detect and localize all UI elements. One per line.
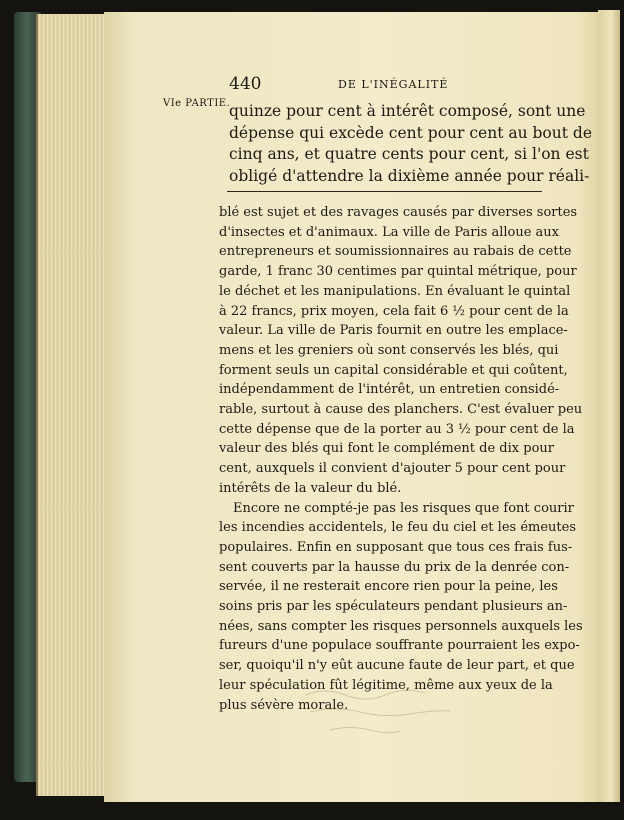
footnote-line: plus sévère morale. — [219, 697, 349, 713]
footnote-line: servée, il ne resterait encore rien pour la peine, les — [219, 579, 558, 595]
bleed-through-handwriting — [300, 680, 460, 750]
footnote-line: leur spéculation fût légitime, même aux yeux de la — [219, 677, 553, 693]
footnote-line: d'insectes et d'animaux. La ville de Paris alloue aux — [219, 224, 560, 240]
footnote-line: indépendamment de l'intérêt, un entretien considé- — [219, 382, 560, 398]
footnote-rule — [227, 191, 542, 192]
footnote-line: rable, surtout à cause des planchers. C'est évaluer peu — [219, 402, 583, 418]
footnote-line: le déchet et les manipulations. En évaluant le quintal — [219, 283, 571, 299]
running-title: DE L'INÉGALITÉ — [338, 78, 449, 91]
footnote-line: Encore ne compté-je pas les risques que font courir — [233, 500, 574, 516]
text-line: cinq ans, et quatre cents pour cent, si l'on est — [229, 145, 589, 164]
footnote-line: soins pris par les spéculateurs pendant plusieurs an- — [219, 599, 568, 615]
text-line: dépense qui excède cent pour cent au bout de — [229, 123, 593, 142]
page-number: 440 — [229, 74, 262, 94]
footnote-line: valeur. La ville de Paris fournit en outre les emplace- — [219, 323, 568, 339]
text-line: obligé d'attendre la dixième année pour réali- — [229, 167, 590, 186]
footnote-line: les incendies accidentels, le feu du ciel et les émeutes — [219, 520, 576, 536]
footnote-line: mens et les greniers où sont conservés les blés, qui — [219, 342, 559, 358]
margin-note: VIe PARTIE. — [163, 98, 231, 109]
footnote-line: nées, sans compter les risques personnels auxquels les — [219, 618, 583, 634]
text-line: quinze pour cent à intérêt composé, sont une — [229, 102, 586, 120]
footnote-line: cent, auxquels il convient d'ajouter 5 pour cent pour — [219, 461, 566, 477]
footnote-line: intérêts de la valeur du blé. — [219, 480, 402, 496]
footnote-line: sent couverts par la hausse du prix de la denrée con- — [219, 559, 570, 575]
facing-page-edge — [598, 10, 620, 802]
footnote-text — [219, 203, 583, 715]
footnote-line: populaires. Enfin en supposant que tous ces frais fus- — [219, 539, 573, 555]
footnote-line: forment seuls un capital considérable et qui coûtent, — [219, 362, 568, 378]
footnote-line: à 22 francs, prix moyen, cela fait 6 ½ pour cent de la — [219, 303, 569, 319]
footnote-line: garde, 1 franc 30 centimes par quintal métrique, pour — [219, 264, 577, 280]
main-text — [229, 101, 593, 188]
footnote-line: cette dépense que de la porter au 3 ½ pour cent de la — [219, 421, 575, 437]
footnote-line: ser, quoiqu'il n'y eût aucune faute de leur part, et que — [219, 658, 575, 674]
page-edges — [36, 14, 110, 796]
footnote-line: fureurs d'une populace souffrante pourraient les expo- — [219, 638, 580, 654]
footnote-line: entrepreneurs et soumissionnaires au rabais de cette — [219, 244, 572, 260]
footnote-line: valeur des blés qui font le complément de dix pour — [219, 441, 554, 457]
footnote-line: blé est sujet et des ravages causés par diverses sortes — [219, 205, 578, 220]
